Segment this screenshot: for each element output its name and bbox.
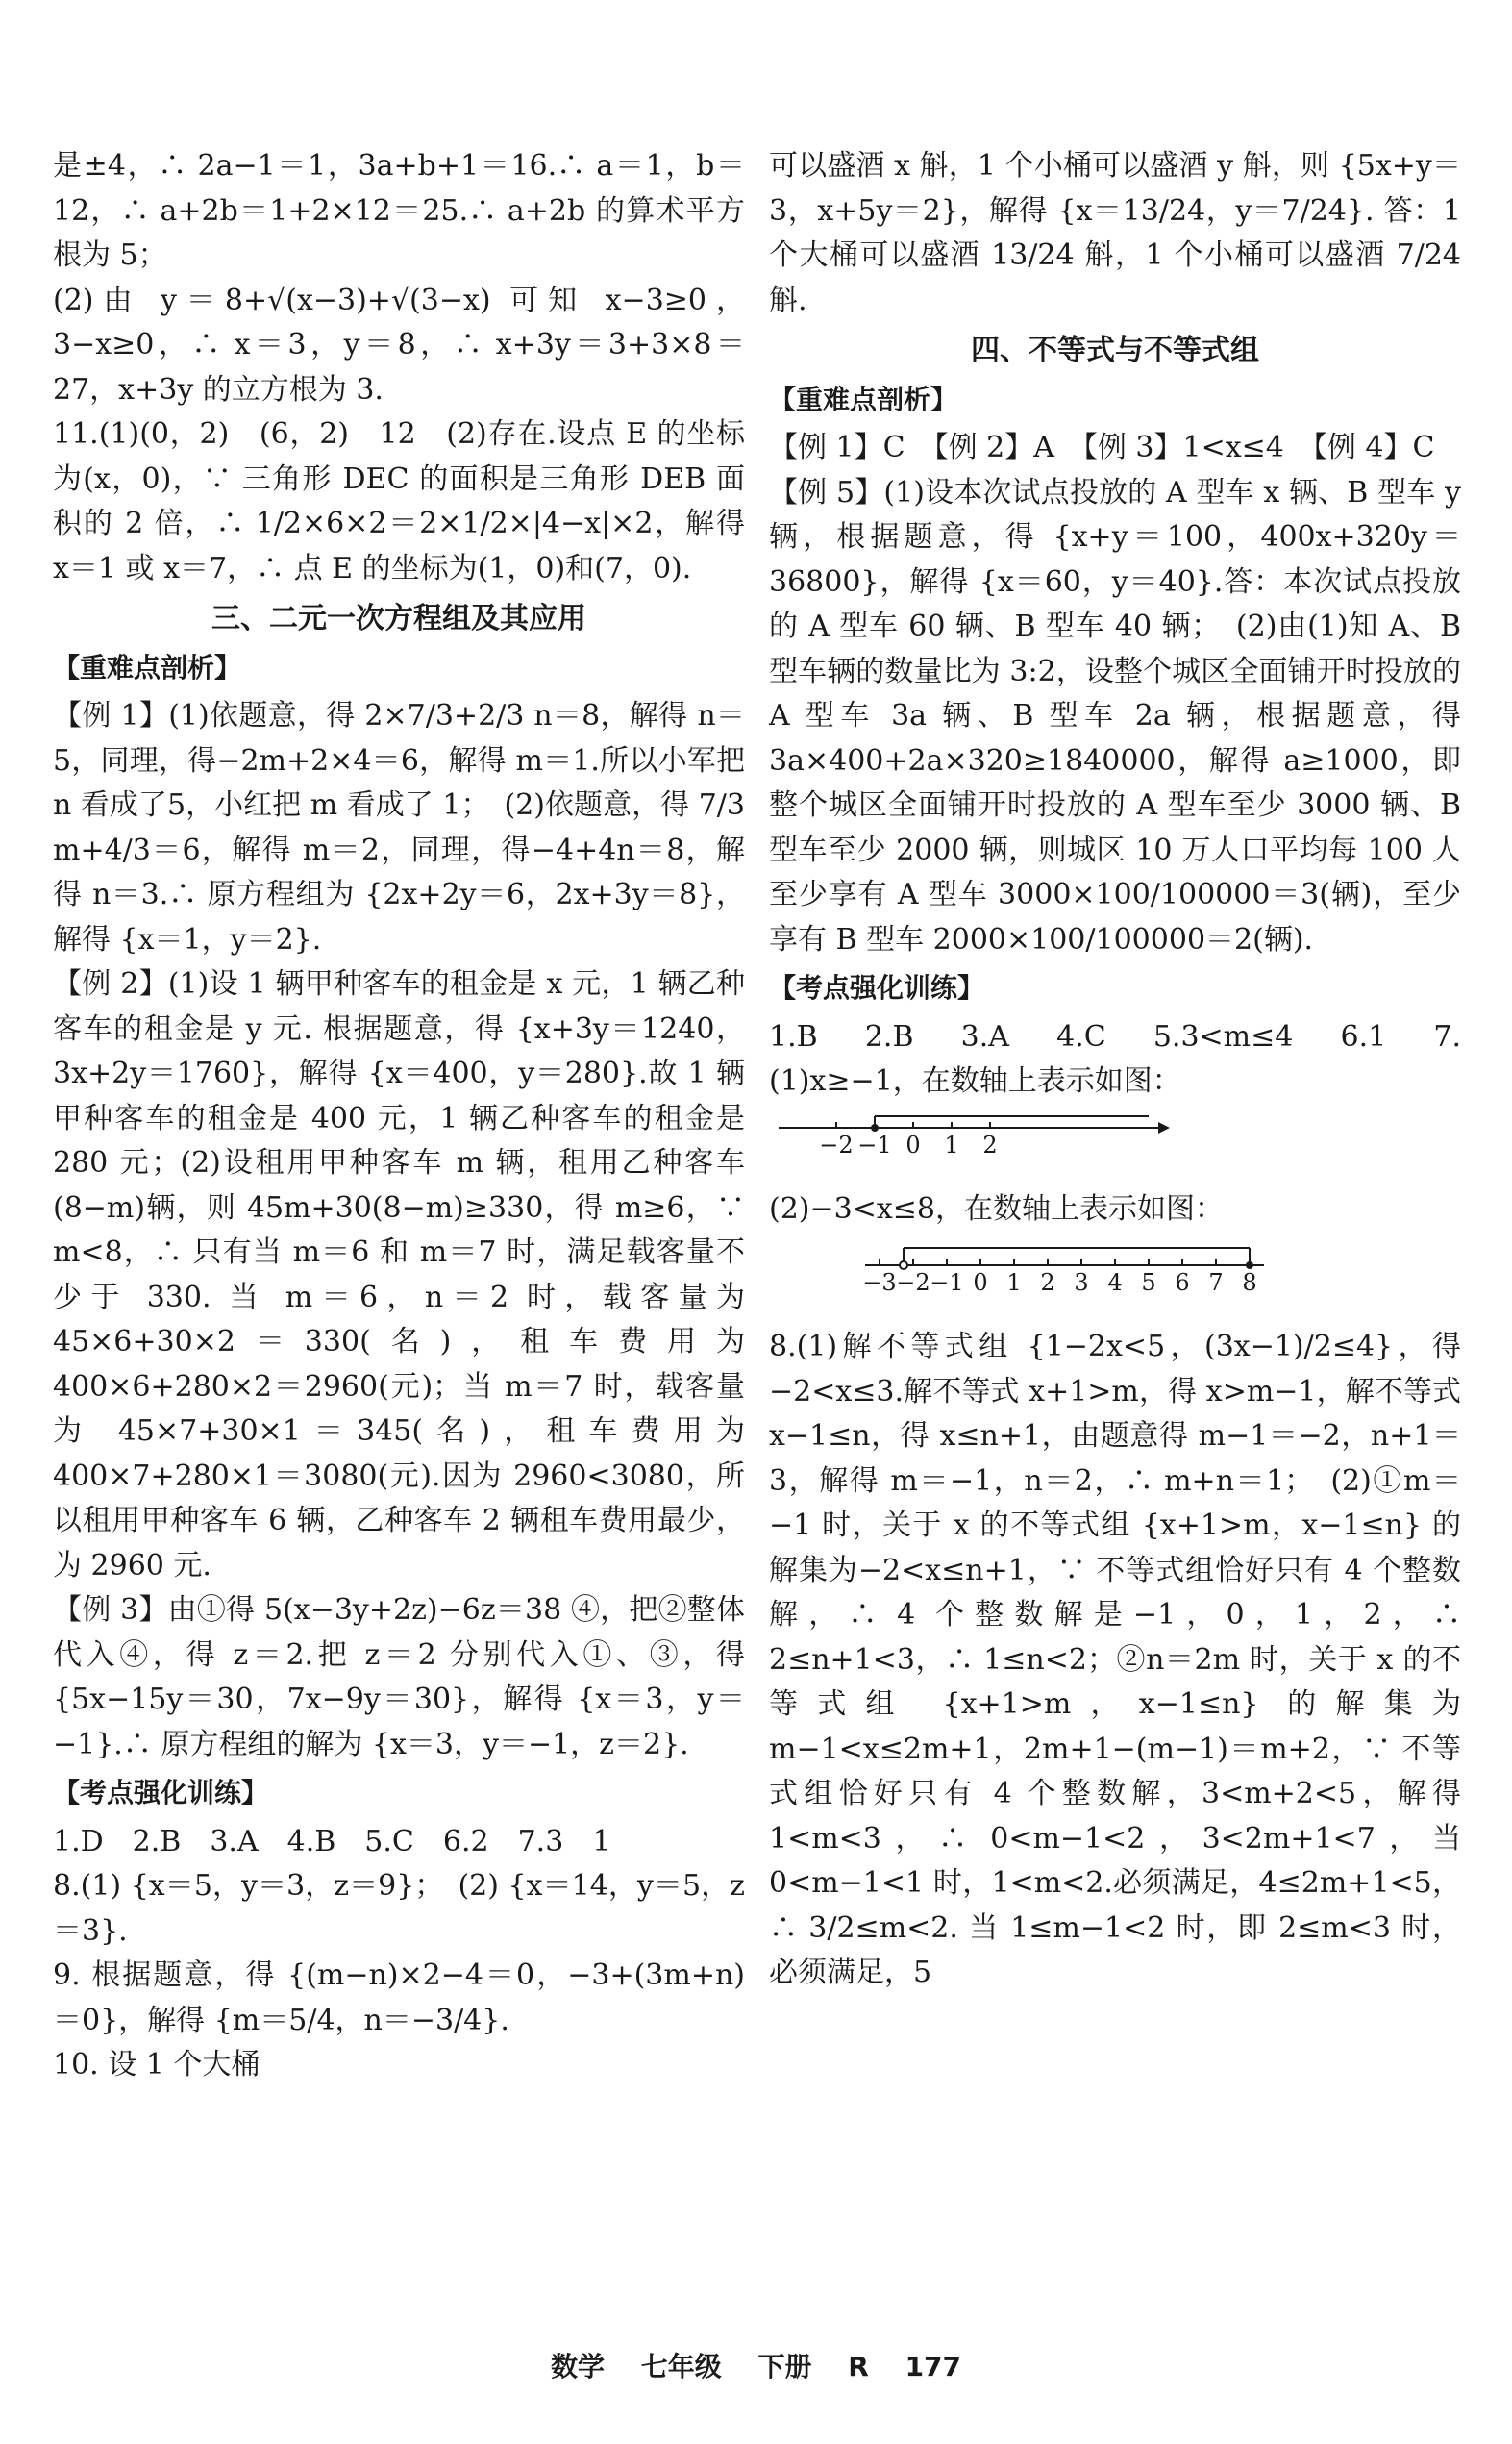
footer-grade: 七年级 bbox=[640, 2351, 722, 2382]
tick-label: 0 bbox=[973, 1268, 988, 1296]
paragraph: 是±4，∴ 2a−1＝1，3a+b+1＝16.∴ a＝1，b＝12，∴ a+2b＝1+2×12＝25.∴ a+2b 的算术平方根为 5； bbox=[53, 149, 745, 272]
section-tag: 【考点强化训练】 bbox=[53, 1777, 269, 1808]
footer-subject: 数学 bbox=[550, 2351, 605, 2382]
answer-line: 8.(1) {x＝5，y＝3，z＝9}； (2) {x＝14，y＝5，z＝3}. bbox=[53, 1869, 745, 1948]
number-line-1 bbox=[769, 1110, 1461, 1183]
section-tag: 【考点强化训练】 bbox=[769, 972, 985, 1004]
arrow-icon bbox=[1158, 1122, 1170, 1134]
right-column bbox=[769, 144, 1461, 1996]
left-column bbox=[53, 144, 745, 2088]
paragraph: 可以盛酒 x 斛，1 个小桶可以盛酒 y 斛，则 {5x+y＝3，x+5y＝2}，解得 {x＝13/24，y＝7/24}. 答：1 个大桶可以盛酒 13/24 斛，1 个小桶可以盛酒 7/24 斛. bbox=[769, 149, 1461, 317]
tick-label: 2 bbox=[982, 1131, 998, 1159]
tick-label: 5 bbox=[1141, 1268, 1156, 1296]
number-line-2-svg bbox=[769, 1238, 1269, 1306]
footer-volume: 下册 bbox=[757, 2351, 812, 2382]
example-5: 【例 5】(1)设本次试点投放的 A 型车 x 辆、B 型车 y 辆，根据题意，得 {x+y＝100，400x+320y＝36800}，解得 {x＝60，y＝40}.答：本次试点投放的 A 型车 60 辆、B 型车 40 辆； (2)由(1)知 A、B 型车辆的数量比为 3:2，设整个城区全面铺开时投放的 A 型车 3a 辆、B 型车 2a 辆，根据题意，得 3a×400+2a×320≥1840000，解得 a≥1000，即整个城区全面铺开时投放的 A 型车至少 3000 辆、B 型车至少 2000 辆，则城区 10 万人口平均每 100 人至少享有 A 型车 3000×100/100000＝3(辆)，至少享有 B 型车 2000×100/100000＝2(辆). bbox=[769, 475, 1461, 957]
paragraph: (2)由 y＝8+√(x−3)+√(3−x) 可知 x−3≥0，3−x≥0，∴ x＝3，y＝8，∴ x+3y＝3+3×8＝27，x+3y 的立方根为 3. bbox=[53, 283, 745, 407]
tick-label: −1 bbox=[857, 1131, 892, 1159]
example-2: 【例 2】(1)设 1 辆甲种客车的租金是 x 元，1 辆乙种客车的租金是 y 元. 根据题意，得 {x+3y＝1240，3x+2y＝1760}，解得 {x＝400，y＝280}.故 1 辆甲种客车的租金是 400 元，1 辆乙种客车的租金是 280 元；(2)设租用甲种客车 m 辆，租用乙种客车(8−m)辆，则 45m+30(8−m)≥330，得 m≥6，∵ m<8，∴ 只有当 m＝6 和 m＝7 时，满足载客量不少于 330. 当 m＝6，n＝2 时，载客量为 45×6+30×2＝330(名)，租车费用为 400×6+280×2＝2960(元)；当 m＝7 时，载客量为 45×7+30×1＝345(名)，租车费用为 400×7+280×1＝3080(元).因为 2960<3080，所以租用甲种客车 6 辆，乙种客车 2 辆租车费用最少，为 2960 元. bbox=[53, 967, 745, 1583]
tick-label: 6 bbox=[1175, 1268, 1190, 1296]
example-3: 【例 3】由①得 5(x−3y+2z)−6z＝38 ④，把②整体代入④，得 z＝2.把 z＝2 分别代入①、③，得 {5x−15y＝30，7x−9y＝30}，解得 {x＝3，y＝−1}.∴ 原方程组的解为 {x＝3，y＝−1，z＝2}. bbox=[53, 1593, 745, 1761]
answer-line: 1.B 2.B 3.A 4.C 5.3<m≤4 6.1 7.(1)x≥−1，在数轴上表示如图： bbox=[769, 1019, 1461, 1098]
tick-label: 1 bbox=[944, 1131, 959, 1159]
footer-edition: R bbox=[848, 2351, 869, 2382]
page-number: 177 bbox=[905, 2351, 962, 2382]
answer-line: 1.D 2.B 3.A 4.B 5.C 6.2 7.3 1 bbox=[53, 1824, 611, 1858]
paragraph: 11.(1)(0，2) (6，2) 12 (2)存在.设点 E 的坐标为(x，0)，∵ 三角形 DEC 的面积是三角形 DEB 面积的 2 倍，∴ 1/2×6×2＝2×1/2×|4−x|×2，解得 x＝1 或 x＝7，∴ 点 E 的坐标为(1，0)和(7，0). bbox=[53, 417, 745, 586]
tick-label: 3 bbox=[1074, 1268, 1089, 1296]
section-title: 三、二元一次方程组及其应用 bbox=[211, 602, 586, 636]
page-footer bbox=[0, 2346, 1512, 2384]
answer-line: 9. 根据题意，得 {(m−n)×2−4＝0，−3+(3m+n)＝0}，解得 {m＝5/4，n＝−3/4}. bbox=[53, 1958, 745, 2037]
answer-line: (2)−3<x≤8，在数轴上表示如图： bbox=[769, 1192, 1224, 1226]
tick-label: 2 bbox=[1040, 1268, 1055, 1296]
answer-8: 8.(1)解不等式组 {1−2x<5，(3x−1)/2≤4}，得−2<x≤3.解不等式 x+1>m，得 x>m−1，解不等式 x−1≤n，得 x≤n+1，由题意得 m−1＝−2，n+1＝3，解得 m＝−1，n＝2，∴ m+n＝1； (2)①m＝−1 时，关于 x 的不等式组 {x+1>m，x−1≤n} 的解集为−2<x≤n+1，∵ 不等式组恰好只有 4 个整数解，∴ 4 个整数解是−1，0，1，2，∴ 2≤n+1<3，∴ 1≤n<2；②n＝2m 时，关于 x 的不等式组 {x+1>m，x−1≤n} 的解集为 m−1<x≤2m+1，2m+1−(m−1)＝m+2，∵ 不等式组恰好只有 4 个整数解，3<m+2<5，解得 1<m<3，∴ 0<m−1<2，3<2m+1<7，当 0<m−1<1 时，1<m<2.必须满足，4≤2m+1<5，∴ 3/2≤m<2. 当 1≤m−1<2 时，即 2≤m<3 时，必须满足，5 bbox=[769, 1330, 1461, 1989]
tick-label: 1 bbox=[1006, 1268, 1022, 1296]
section-tag: 【重难点剖析】 bbox=[53, 651, 242, 684]
example-1: 【例 1】(1)依题意，得 2×7/3+2/3 n＝8，解得 n＝5，同理，得−2m+2×4＝6，解得 m＝1.所以小军把 n 看成了5，小红把 m 看成了 1； (2)依题意，得 7/3 m+4/3＝6，解得 m＝2，同理，得−4+4n＝8，解得 n＝3.∴ 原方程组为 {2x+2y＝6，2x+3y＝8}，解得 {x＝1，y＝2}. bbox=[53, 699, 745, 957]
tick-label: −2 bbox=[896, 1268, 930, 1296]
open-point bbox=[900, 1261, 907, 1269]
tick-label: 0 bbox=[905, 1131, 921, 1159]
section-title: 四、不等式与不等式组 bbox=[971, 334, 1259, 367]
number-line-2 bbox=[769, 1238, 1461, 1320]
answer-line: 10. 设 1 个大桶 bbox=[53, 2048, 260, 2082]
section-tag: 【重难点剖析】 bbox=[769, 383, 958, 415]
number-line-1-svg bbox=[769, 1110, 1173, 1168]
example-answers: 【例 1】C 【例 2】A 【例 3】1<x≤4 【例 4】C bbox=[769, 431, 1435, 464]
tick-label: −3 bbox=[862, 1268, 897, 1296]
tick-label: 4 bbox=[1107, 1268, 1123, 1296]
tick-label: 8 bbox=[1242, 1268, 1257, 1296]
tick-label: −2 bbox=[819, 1131, 854, 1159]
tick-label: 7 bbox=[1208, 1268, 1224, 1296]
tick-label: −1 bbox=[930, 1268, 964, 1296]
